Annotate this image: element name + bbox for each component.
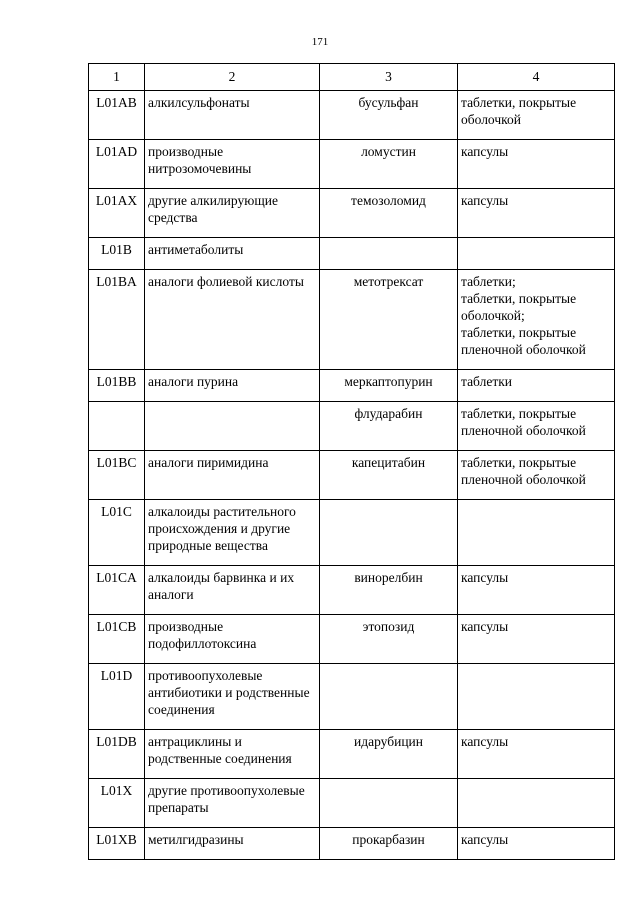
drug-name-cell	[320, 664, 458, 730]
dosage-form-cell: капсулы	[458, 140, 615, 189]
group-cell: антрациклины и родственные соединения	[145, 730, 320, 779]
dosage-form-cell: таблетки, покрытые пленочной оболочкой	[458, 451, 615, 500]
table-row	[89, 238, 615, 270]
atc-code-cell: L01CA	[89, 566, 145, 615]
dosage-form-cell	[458, 779, 615, 828]
header-col-1: 1	[89, 64, 145, 91]
atc-code-cell: L01X	[89, 779, 145, 828]
drug-name-cell: идарубицин	[320, 730, 458, 779]
drug-name-cell: прокарбазин	[320, 828, 458, 860]
drug-name-cell: винорелбин	[320, 566, 458, 615]
table-row	[89, 370, 615, 402]
drug-name-cell: капецитабин	[320, 451, 458, 500]
dosage-form-cell	[458, 664, 615, 730]
dosage-form-cell: капсулы	[458, 615, 615, 664]
atc-code-cell: L01DB	[89, 730, 145, 779]
group-cell: другие алкилирующие средства	[145, 189, 320, 238]
drug-name-cell	[320, 779, 458, 828]
atc-code-cell: L01BA	[89, 270, 145, 370]
atc-code-cell: L01D	[89, 664, 145, 730]
atc-code-cell: L01AX	[89, 189, 145, 238]
atc-code-cell: L01C	[89, 500, 145, 566]
group-cell: алкалоиды растительного происхождения и другие природные вещества	[145, 500, 320, 566]
group-cell: алкалоиды барвинка и их аналоги	[145, 566, 320, 615]
table-row	[89, 451, 615, 500]
drug-name-cell	[320, 238, 458, 270]
table-row	[89, 664, 615, 730]
atc-code-cell: L01AB	[89, 91, 145, 140]
group-cell	[145, 402, 320, 451]
drug-name-cell: флударабин	[320, 402, 458, 451]
drug-table	[88, 63, 615, 860]
header-col-3: 3	[320, 64, 458, 91]
atc-code-cell: L01BB	[89, 370, 145, 402]
group-cell: антиметаболиты	[145, 238, 320, 270]
group-cell: аналоги фолиевой кислоты	[145, 270, 320, 370]
page-number: 171	[311, 36, 329, 48]
table-row	[89, 140, 615, 189]
header-col-2: 2	[145, 64, 320, 91]
drug-name-cell: бусульфан	[320, 91, 458, 140]
dosage-form-cell: таблетки	[458, 370, 615, 402]
dosage-form-cell: таблетки; таблетки, покрытые оболочкой; таблетки, покрытые пленочной оболочкой	[458, 270, 615, 370]
table-header-row	[89, 64, 615, 91]
drug-name-cell: метотрексат	[320, 270, 458, 370]
group-cell: аналоги пурина	[145, 370, 320, 402]
group-cell: алкилсульфонаты	[145, 91, 320, 140]
group-cell: производные подофиллотоксина	[145, 615, 320, 664]
header-col-4: 4	[458, 64, 615, 91]
drug-name-cell: темозоломид	[320, 189, 458, 238]
table-row	[89, 828, 615, 860]
drug-name-cell: ломустин	[320, 140, 458, 189]
dosage-form-cell	[458, 238, 615, 270]
atc-code-cell: L01AD	[89, 140, 145, 189]
table-row	[89, 402, 615, 451]
table-body	[89, 91, 615, 860]
atc-code-cell: L01CB	[89, 615, 145, 664]
dosage-form-cell: капсулы	[458, 730, 615, 779]
drug-name-cell	[320, 500, 458, 566]
table-row	[89, 566, 615, 615]
table-row	[89, 779, 615, 828]
group-cell: аналоги пиримидина	[145, 451, 320, 500]
group-cell: производные нитрозомочевины	[145, 140, 320, 189]
table-row	[89, 730, 615, 779]
table-row	[89, 615, 615, 664]
table-row	[89, 91, 615, 140]
table-row	[89, 500, 615, 566]
table-row	[89, 270, 615, 370]
drug-name-cell: меркаптопурин	[320, 370, 458, 402]
atc-code-cell: L01XB	[89, 828, 145, 860]
dosage-form-cell: капсулы	[458, 189, 615, 238]
dosage-form-cell: капсулы	[458, 566, 615, 615]
dosage-form-cell: капсулы	[458, 828, 615, 860]
atc-code-cell: L01B	[89, 238, 145, 270]
group-cell: другие противоопухолевые препараты	[145, 779, 320, 828]
dosage-form-cell: таблетки, покрытые оболочкой	[458, 91, 615, 140]
group-cell: метилгидразины	[145, 828, 320, 860]
table-row	[89, 189, 615, 238]
atc-code-cell	[89, 402, 145, 451]
dosage-form-cell	[458, 500, 615, 566]
drug-name-cell: этопозид	[320, 615, 458, 664]
dosage-form-cell: таблетки, покрытые пленочной оболочкой	[458, 402, 615, 451]
group-cell: противоопухолевые антибиотики и родственные соединения	[145, 664, 320, 730]
atc-code-cell: L01BC	[89, 451, 145, 500]
